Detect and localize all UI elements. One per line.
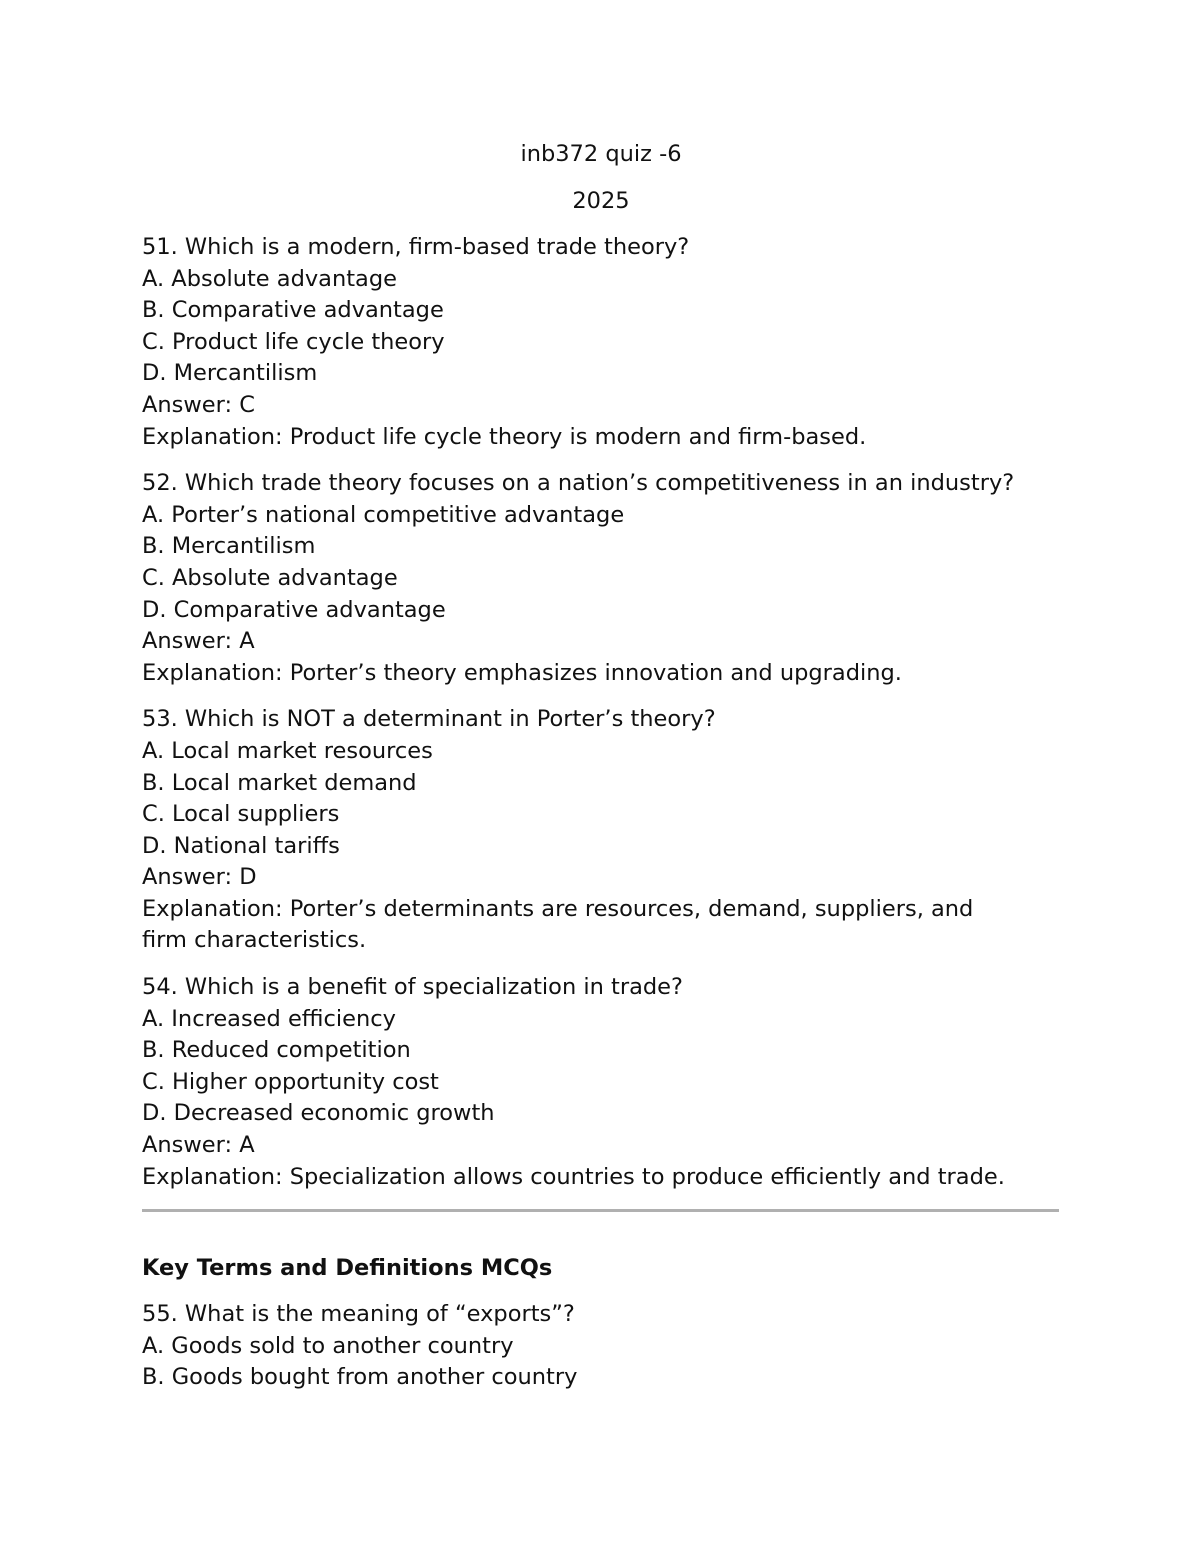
option-a: A. Absolute advantage [142,265,397,292]
question-text: 54. Which is a benefit of specialization in trade? [142,974,683,1001]
option-c: C. Local suppliers [142,801,340,828]
answer: Answer: D [142,864,257,891]
question-text: 51. Which is a modern, firm-based trade theory? [142,234,690,260]
option-b: B. Comparative advantage [142,297,444,324]
section-heading: Key Terms and Definitions MCQs [142,1255,553,1282]
question-51 [142,232,1060,453]
section-divider [142,1209,1059,1212]
question-53 [142,704,1060,957]
option-a: A. Increased efficiency [142,1005,396,1032]
explanation: Explanation: Product life cycle theory is modern and firm-based. [142,423,867,450]
document-page [142,138,1060,1409]
option-b: B. Mercantilism [142,533,316,560]
document-title: inb372 quiz -6 [520,141,682,167]
option-b: B. Local market demand [142,769,417,796]
option-a: A. Local market resources [142,737,433,764]
option-d: D. Comparative advantage [142,596,446,623]
option-b: B. Goods bought from another country [142,1364,578,1391]
question-text: 52. Which trade theory focuses on a nation’s competitiveness in an industry? [142,470,1015,497]
question-52 [142,468,1060,689]
answer: Answer: C [142,391,255,418]
option-c: C. Absolute advantage [142,564,398,591]
explanation: Explanation: Porter’s theory emphasizes innovation and upgrading. [142,659,902,686]
explanation: Explanation: Porter’s determinants are resources, demand, suppliers, and firm characteristics. [142,895,974,954]
option-d: D. Decreased economic growth [142,1100,495,1127]
option-c: C. Higher opportunity cost [142,1068,439,1095]
option-b: B. Reduced competition [142,1037,411,1064]
question-text: 53. Which is NOT a determinant in Porter’s theory? [142,706,716,733]
option-d: D. National tariffs [142,832,340,859]
question-text: 55. What is the meaning of “exports”? [142,1301,575,1328]
question-54 [142,972,1060,1193]
question-55 [142,1299,1060,1394]
option-d: D. Mercantilism [142,360,318,387]
document-year: 2025 [572,188,630,214]
answer: Answer: A [142,628,255,655]
option-a: A. Porter’s national competitive advantage [142,501,625,528]
explanation: Explanation: Specialization allows countries to produce efficiently and trade. [142,1163,1005,1190]
answer: Answer: A [142,1132,255,1159]
option-c: C. Product life cycle theory [142,328,445,355]
option-a: A. Goods sold to another country [142,1332,514,1359]
